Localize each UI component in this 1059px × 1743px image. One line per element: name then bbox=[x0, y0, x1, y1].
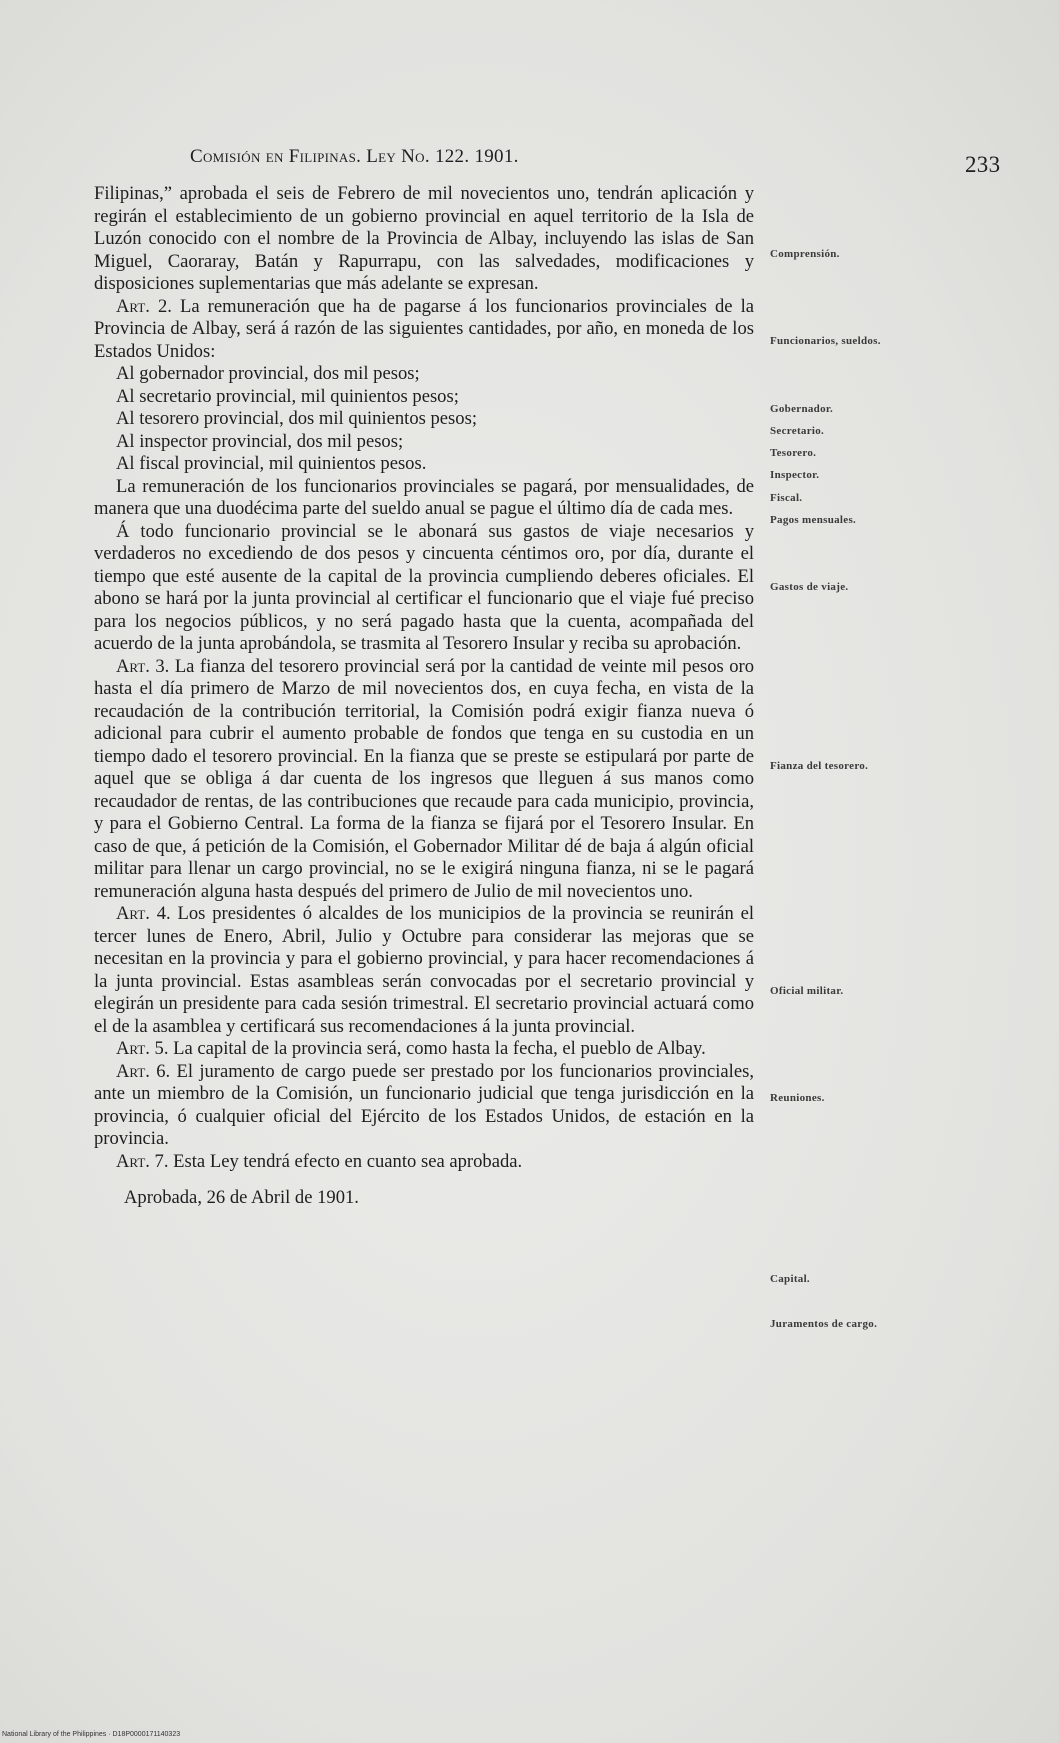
article-text: Esta Ley tendrá efecto en cuanto sea aprobada. bbox=[173, 1150, 523, 1172]
margin-note-gobernador: Gobernador. bbox=[770, 403, 834, 415]
margin-note-gastos: Gastos de viaje. bbox=[770, 581, 849, 593]
margin-note-capital: Capital. bbox=[770, 1273, 810, 1285]
salary-line: Al gobernador provincial, dos mil pesos; bbox=[116, 363, 420, 384]
article-text: La capital de la provincia será, como hasta la fecha, el pueblo de Albay. bbox=[173, 1038, 706, 1059]
page-number: 233 bbox=[965, 152, 1001, 177]
article-label: Art. 6. bbox=[116, 1060, 171, 1082]
paragraph-continuation: Filipinas,” aprobada el seis de Febrero de mil novecientos uno, tendrán aplicación y regirán el establecimiento de un gobierno provincial en aquel territorio de la Isla de Luzón conocido con el nombre de la Provincia de Albay, incluyendo las islas de San Miguel, Caoraray, Batán y Rapurrapu, con las salvedades, modificaciones y disposiciones suplementarias que más adelante se expresan. bbox=[94, 183, 754, 294]
margin-note-fianza: Fianza del tesorero. bbox=[770, 760, 869, 772]
paragraph-gastos: Á todo funcionario provincial se le abonará sus gastos de viaje necesarios y verdaderos no excediendo de dos pesos y cincuenta céntimos oro, por día, durante el tiempo que esté ausente de la capital de la provincia cumpliendo deberes oficiales. El abono se hará por la junta provincial al certificar el funcionario que el viaje fué preciso para los negocios públicos, y no será pagado hasta que la cuenta, acompañada del acuerdo de la junta aprobándola, se trasmita al Tesorero Insular y reciba su aprobación. bbox=[94, 520, 754, 654]
margin-note-comprension: Comprensión. bbox=[770, 248, 840, 260]
article-7 bbox=[94, 1151, 754, 1174]
article-2 bbox=[94, 296, 754, 364]
article-6 bbox=[94, 1061, 754, 1151]
margin-note-funcionarios: Funcionarios, sueldos. bbox=[770, 335, 881, 347]
running-title: Comisión en Filipinas. Ley No. 122. 1901. bbox=[190, 146, 519, 167]
salary-line: Al fiscal provincial, mil quinientos pesos. bbox=[116, 453, 427, 474]
margin-note-oficial: Oficial militar. bbox=[770, 985, 844, 997]
margin-note-pagos: Pagos mensuales. bbox=[770, 514, 857, 526]
page-header bbox=[190, 142, 1050, 177]
article-label: Art. 3. bbox=[116, 655, 170, 677]
article-text: La remuneración que ha de pagarse á los funcionarios provinciales de la Provincia de Albay, será á razón de las siguientes cantidades, por año, en moneda de los Estados Unidos: bbox=[94, 295, 754, 362]
article-4 bbox=[94, 903, 754, 1038]
approval-date: Aprobada, 26 de Abril de 1901. bbox=[124, 1187, 359, 1208]
margin-note-inspector: Inspector. bbox=[770, 469, 820, 481]
article-3 bbox=[94, 656, 754, 904]
margin-note-juramentos: Juramentos de cargo. bbox=[770, 1318, 878, 1330]
margin-note-fiscal: Fiscal. bbox=[770, 492, 803, 504]
paragraph-pagos: La remuneración de los funcionarios provinciales se pagará, por mensualidades, de manera que una duodécima parte del sueldo anual se pague el último día de cada mes. bbox=[94, 475, 754, 519]
margin-note-secretario: Secretario. bbox=[770, 425, 825, 437]
article-5 bbox=[94, 1038, 754, 1061]
article-text: La fianza del tesorero provincial será por la cantidad de veinte mil pesos oro hasta el día primero de Marzo de mil novecientos dos, en cuya fecha, en vista de la recaudación de la contribución territorial, la Comisión podrá exigir fianza nueva ó adicional para cubrir el aumento probable de fondos que tenga en su custodia en un tiempo dado el tesorero provincial. En la fianza que se preste se estipulará por parte de aquel que se obliga á dar cuenta de los ingresos que lleguen á sus manos como recaudador de rentas, de las contribuciones que recaude para cada municipio, provincia, y para el Gobierno Central. La forma de la fianza se fijará por el Tesorero Insular. En caso de que, á petición de la Comisión, el Gobernador Militar dé de baja á algún oficial militar para llenar un cargo provincial, no se le exigirá ninguna fianza, ni se le pagará remuneración alguna hasta después del primero de Julio de mil novecientos uno. bbox=[94, 655, 754, 902]
article-label: Art. 7. bbox=[116, 1150, 169, 1172]
article-label: Art. 5. bbox=[116, 1038, 169, 1059]
article-label: Art. 2. bbox=[116, 295, 172, 317]
article-text: Los presidentes ó alcaldes de los municipios de la provincia se reunirán el tercer lunes de Enero, Abril, Julio y Octubre para considerar las mejoras que se necesitan en la provincia y para el gobierno provincial, y para hacer recomendaciones á la junta provincial. Estas asambleas serán convocadas por el secretario provincial y elegirán un presidente para cada sesión trimestral. El secretario provincial actuará como el de la asamblea y certificará sus recomendaciones á la junta provincial. bbox=[94, 903, 754, 1037]
article-label: Art. 4. bbox=[116, 903, 171, 924]
margin-note-reuniones: Reuniones. bbox=[770, 1092, 825, 1104]
margin-note-tesorero: Tesorero. bbox=[770, 447, 817, 459]
article-text: El juramento de cargo puede ser prestado por los funcionarios provinciales, ante un miembro de la Comisión, un funcionario judicial que tenga jurisdicción en la provincia, ó cualquier oficial del Ejército de los Estados Unidos, de estación en la provincia. bbox=[94, 1060, 754, 1149]
salary-line: Al secretario provincial, mil quinientos pesos; bbox=[116, 385, 459, 407]
salary-line: Al tesorero provincial, dos mil quinientos pesos; bbox=[116, 408, 477, 429]
body-text bbox=[94, 183, 754, 1210]
salary-line: Al inspector provincial, dos mil pesos; bbox=[116, 430, 404, 452]
scan-credit: National Library of the Philippines · D18P0000171140323 bbox=[2, 1731, 181, 1738]
